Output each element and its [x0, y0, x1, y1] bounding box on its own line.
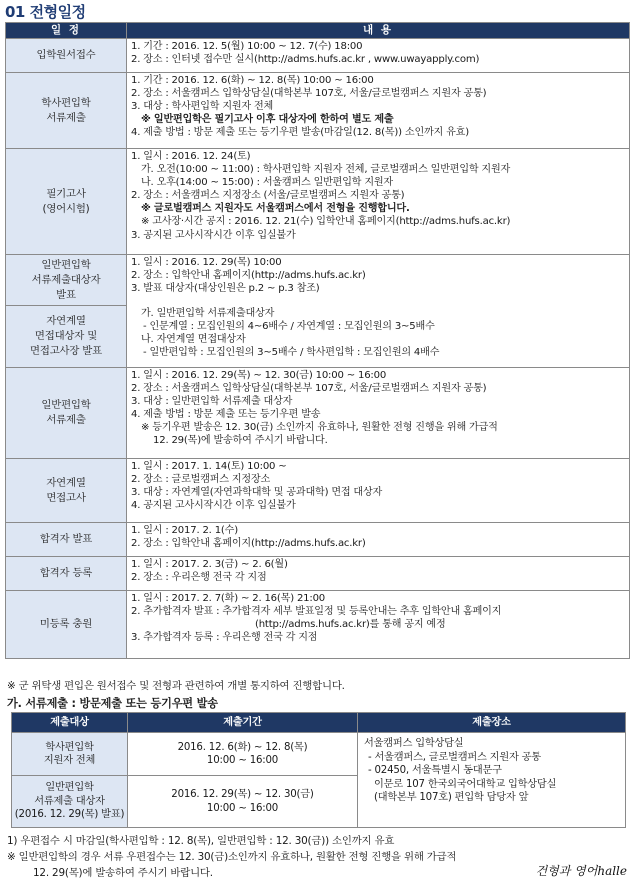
- place-line: 이문로 107 한국외국어대학교 입학상담실: [374, 778, 557, 790]
- content-line: 1. 일시 : 2017. 2. 7(화) ~ 2. 16(목) 21:00: [131, 593, 326, 604]
- label-line: 면접고사장 발표: [30, 345, 102, 357]
- content-line: 3. 대상 : 일반편입학 서류제출 대상자: [131, 396, 293, 408]
- content-line: 4. 공지된 고사시작시간 이후 입실불가: [131, 500, 296, 512]
- schedule-header-row: [6, 23, 630, 39]
- submission-header-target: 제출대상: [12, 713, 128, 733]
- content-line: 3. 공지된 고사시작시간 이후 입실불가: [131, 229, 296, 241]
- footnote-3: 12. 29(목)에 발송하여 주시기 바랍니다.: [33, 867, 213, 879]
- target-line: 서류제출 대상자: [34, 795, 105, 807]
- label-line: 자연계열: [46, 476, 86, 489]
- schedule-row-label: [6, 523, 127, 557]
- content-line: 3. 발표 대상자(대상인원은 p.2 ~ p.3 참조): [131, 283, 320, 295]
- schedule-row-content: [127, 149, 630, 255]
- schedule-row-interview: [6, 459, 630, 523]
- content-line: - 인문계열 : 모집인원의 4~6배수 / 자연계열 : 모집인원의 3~5배수: [143, 320, 435, 332]
- content-note: ※ 고사장·시간 공지 : 2016. 12. 21(수) 입학안내 홈페이지(http://adms.hufs.ac.kr): [141, 216, 511, 228]
- content-line: 4. 제출 방법 : 방문 제출 또는 등기우편 발송: [131, 409, 321, 421]
- content-line: 2. 장소 : 서울캠퍼스 지정장소 (서울/글로벌캠퍼스 지원자 공통): [131, 190, 405, 202]
- submission-period: [128, 776, 358, 828]
- schedule-row-label: [6, 557, 127, 591]
- submission-target: [12, 733, 128, 776]
- schedule-row-label: [6, 149, 127, 255]
- content-line: 나. 자연계열 면접대상자: [141, 333, 246, 345]
- content-line: 3. 대상 : 학사편입학 지원자 전체: [131, 101, 274, 113]
- schedule-row-content: [127, 523, 630, 557]
- label-line: 학사편입학: [41, 96, 91, 109]
- schedule-row-content: [127, 368, 630, 459]
- schedule-row-content: [127, 557, 630, 591]
- submission-header-place: 제출장소: [358, 713, 626, 733]
- place-line: - 서울캠퍼스, 글로벌캠퍼스 지원자 공통: [368, 751, 541, 763]
- content-note: ※ 글로벌캠퍼스 지원자도 서울캠퍼스에서 전형을 진행합니다.: [141, 203, 410, 215]
- content-line: 3. 대상 : 자연계열(자연과학대학 및 공과대학) 면접 대상자: [131, 487, 383, 499]
- submission-header-row: [12, 713, 626, 733]
- schedule-row-label: [6, 73, 127, 149]
- label-line: 미등록 충원: [39, 618, 93, 630]
- content-line: 2. 장소 : 우리은행 전국 각 지점: [131, 572, 267, 584]
- label-line: (영어시험): [42, 202, 90, 215]
- label-line: 합격자 발표: [39, 533, 93, 545]
- period-line: 2016. 12. 6(화) ~ 12. 8(목): [177, 741, 308, 753]
- submission-place: [358, 733, 626, 828]
- content-line: 1. 일시 : 2016. 12. 29(목) ~ 12. 30(금) 10:00 ~ 16:00: [131, 370, 387, 381]
- schedule-row-written-exam: [6, 149, 630, 255]
- schedule-row-general-docs: [6, 368, 630, 459]
- content-line: 2. 장소 : 입학안내 홈페이지(http://adms.hufs.ac.kr): [131, 270, 366, 282]
- schedule-row-content: [127, 39, 630, 73]
- content-line: 나. 오후(14:00 ~ 15:00) : 서울캠퍼스 일반편입학 지원자: [141, 177, 393, 189]
- content-line: 1. 일시 : 2017. 1. 14(토) 10:00 ~: [131, 461, 287, 472]
- submission-period: [128, 733, 358, 776]
- place-line: - 02450, 서울특별시 동대문구: [368, 765, 502, 776]
- place-line: (대학본부 107호) 편입학 담당자 앞: [374, 792, 529, 803]
- label-line: 일반편입학: [41, 258, 91, 271]
- label-line: 입학원서접수: [36, 49, 96, 61]
- schedule-row-application: [6, 39, 630, 73]
- military-note: ※ 군 위탁생 편입은 원서접수 및 전형과 관련하여 개별 통지하여 진행합니다.: [7, 680, 345, 692]
- schedule-header-date: 일 정: [6, 23, 127, 39]
- schedule-row-content: [127, 255, 630, 306]
- content-line: 1. 일시 : 2017. 2. 3(금) ~ 2. 6(월): [131, 559, 288, 570]
- content-line: 1. 일시 : 2016. 12. 24(토): [131, 151, 251, 162]
- label-line: 합격자 등록: [39, 567, 93, 579]
- target-line: (2016. 12. 29(목) 발표): [14, 809, 125, 821]
- content-line: 1. 기간 : 2016. 12. 5(월) 10:00 ~ 12. 7(수) 18:00: [131, 41, 363, 52]
- schedule-row-content: [127, 459, 630, 523]
- label-line: 서류제출: [46, 111, 86, 124]
- submission-table: [11, 712, 626, 828]
- schedule-row-label: [6, 255, 127, 306]
- content-line: 2. 장소 : 입학안내 홈페이지(http://adms.hufs.ac.kr): [131, 538, 366, 550]
- schedule-row-content: [127, 591, 630, 659]
- submission-row-bachelor: [12, 733, 626, 776]
- content-line: (http://adms.hufs.ac.kr)를 통해 공지 예정: [255, 619, 446, 631]
- section-title: 01 전형일정: [5, 3, 86, 21]
- content-note: ※ 일반편입학은 필기고사 이후 대상자에 한하여 별도 제출: [141, 114, 394, 126]
- label-line: 서류제출대상자: [31, 273, 101, 286]
- schedule-row-content: [127, 306, 630, 368]
- content-line: 2. 추가합격자 발표 : 추가합격자 세부 발표일정 및 등록안내는 추후 입학안내 홈페이지: [131, 606, 502, 618]
- schedule-row-label: [6, 306, 127, 368]
- target-line: 학사편입학: [45, 741, 94, 753]
- content-line: 1. 일시 : 2017. 2. 1(수): [131, 525, 238, 536]
- period-line: 10:00 ~ 16:00: [206, 802, 279, 814]
- schedule-header-content: 내 용: [127, 23, 630, 39]
- schedule-row-general-announce: [6, 255, 630, 306]
- target-line: 일반편입학: [45, 782, 94, 794]
- label-line: 자연계열: [46, 315, 86, 327]
- content-line: 1. 기간 : 2016. 12. 6(화) ~ 12. 8(목) 10:00 ~ 16:00: [131, 75, 374, 86]
- content-line: 2. 장소 : 서울캠퍼스 입학상담실(대학본부 107호, 서울/글로벌캠퍼스 지원자 공통): [131, 383, 487, 395]
- content-line: 4. 제출 방법 : 방문 제출 또는 등기우편 발송(마감일(12. 8(목)) 소인까지 유효): [131, 127, 469, 139]
- schedule-row-registration: [6, 557, 630, 591]
- submission-target: [12, 776, 128, 828]
- content-line: 3. 추가합격자 등록 : 우리은행 전국 각 지점: [131, 632, 318, 644]
- content-line: 2. 장소 : 글로벌캠퍼스 지정장소: [131, 474, 271, 486]
- handwritten-watermark: 건형과 영어halle: [535, 864, 627, 878]
- place-line: 서울캠퍼스 입학상담실: [364, 738, 464, 749]
- schedule-row-label: [6, 39, 127, 73]
- schedule-row-additional: [6, 591, 630, 659]
- label-line: 서류제출: [46, 414, 86, 426]
- schedule-row-pass-announce: [6, 523, 630, 557]
- label-line: 필기고사: [46, 187, 86, 200]
- schedule-row-content: [127, 73, 630, 149]
- schedule-row-label: [6, 591, 127, 659]
- submission-header-period: 제출기간: [128, 713, 358, 733]
- content-note: ※ 등기우편 발송은 12. 30(금) 소인까지 유효하나, 원활한 전형 진행을 위해 가급적: [141, 422, 498, 434]
- content-line: - 일반편입학 : 모집인원의 3~5배수 / 학사편입학 : 모집인원의 4배수: [143, 346, 440, 358]
- submission-subtitle: 가. 서류제출 : 방문제출 또는 등기우편 발송: [7, 697, 218, 710]
- schedule-row-label: [6, 368, 127, 459]
- content-line: 2. 장소 : 서울캠퍼스 입학상담실(대학본부 107호, 서울/글로벌캠퍼스 지원자 공통): [131, 88, 487, 100]
- content-line: 1. 일시 : 2016. 12. 29(목) 10:00: [131, 257, 282, 268]
- schedule-row-label: [6, 459, 127, 523]
- footnote-2: ※ 일반편입학의 경우 서류 우편접수는 12. 30(금)소인까지 유효하나, 원활한 전형 진행을 위해 가급적: [7, 851, 457, 863]
- period-line: 2016. 12. 29(목) ~ 12. 30(금): [171, 789, 314, 800]
- period-line: 10:00 ~ 16:00: [206, 755, 279, 766]
- content-line: 2. 장소 : 인터넷 접수만 실시(http://adms.hufs.ac.kr , www.uwayapply.com): [131, 54, 480, 66]
- label-line: 발표: [56, 288, 76, 301]
- schedule-table: [5, 22, 630, 659]
- label-line: 면접대상자 및: [34, 330, 98, 342]
- schedule-row-interview-announce: [6, 306, 630, 368]
- label-line: 면접고사: [46, 491, 86, 504]
- content-line: 가. 일반편입학 서류제출대상자: [141, 307, 275, 319]
- footnote-1: 1) 우편접수 시 마감일(학사편입학 : 12. 8(목), 일반편입학 : 12. 30(금)) 소인까지 유효: [7, 835, 395, 847]
- schedule-row-bachelor-docs: [6, 73, 630, 149]
- content-line: 가. 오전(10:00 ~ 11:00) : 학사편입학 지원자 전체, 글로벌캠퍼스 일반편입학 지원자: [141, 164, 511, 176]
- label-line: 일반편입학: [41, 399, 91, 411]
- content-note: 12. 29(목)에 발송하여 주시기 바랍니다.: [153, 435, 328, 447]
- target-line: 지원자 전체: [43, 755, 96, 766]
